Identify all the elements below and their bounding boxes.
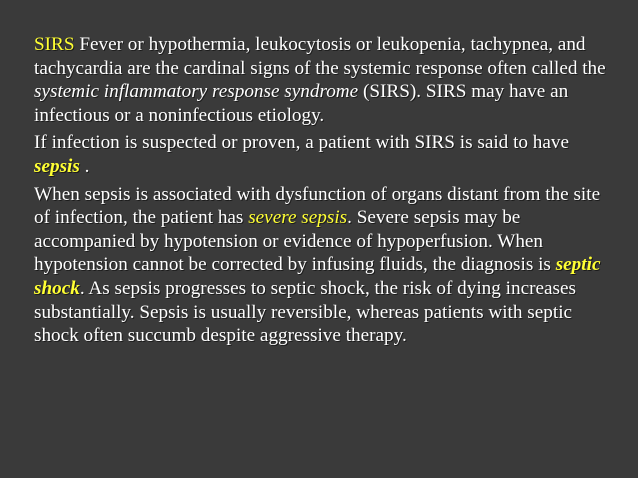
term-systemic-inflammatory-response-syndrome: systemic inflammatory response syndrome: [34, 81, 359, 103]
paragraph-sepsis-definition: [34, 131, 614, 178]
slide-body: [34, 33, 614, 352]
paragraph-sirs-definition: [34, 33, 614, 127]
text-segment: .: [79, 155, 90, 177]
text-segment: If infection is suspected or proven, a patient with SIRS is said to have: [34, 132, 570, 154]
term-sirs: SIRS: [34, 34, 75, 55]
term-severe-sepsis: severe sepsis: [248, 207, 348, 229]
text-segment: . As sepsis progresses to septic shock, the risk of dying increases substantially. Sepsis is usually reversible, whereas patients with septic shock often succumb despite aggressive therapy.: [34, 277, 576, 347]
paragraph-severe-sepsis-septic-shock: [34, 183, 614, 348]
text-segment: . Severe sepsis may be accompanied by hypotension or evidence of hypoperfusion. When hypotension cannot be corrected by infusing fluids, the diagnosis is: [34, 207, 556, 276]
text-segment: Fever or hypothermia, leukocytosis or leukopenia, tachypnea, and tachycardia are the cardinal signs of the systemic response often called the: [34, 34, 606, 79]
text-segment: When sepsis is associated with dysfunction of organs distant from the site of infection, the patient has: [34, 183, 601, 229]
text-segment: (SIRS). SIRS may have an infectious or a noninfectious etiology.: [34, 81, 569, 126]
term-sepsis: sepsis: [34, 155, 80, 177]
term-septic-shock: septic shock: [34, 254, 601, 299]
